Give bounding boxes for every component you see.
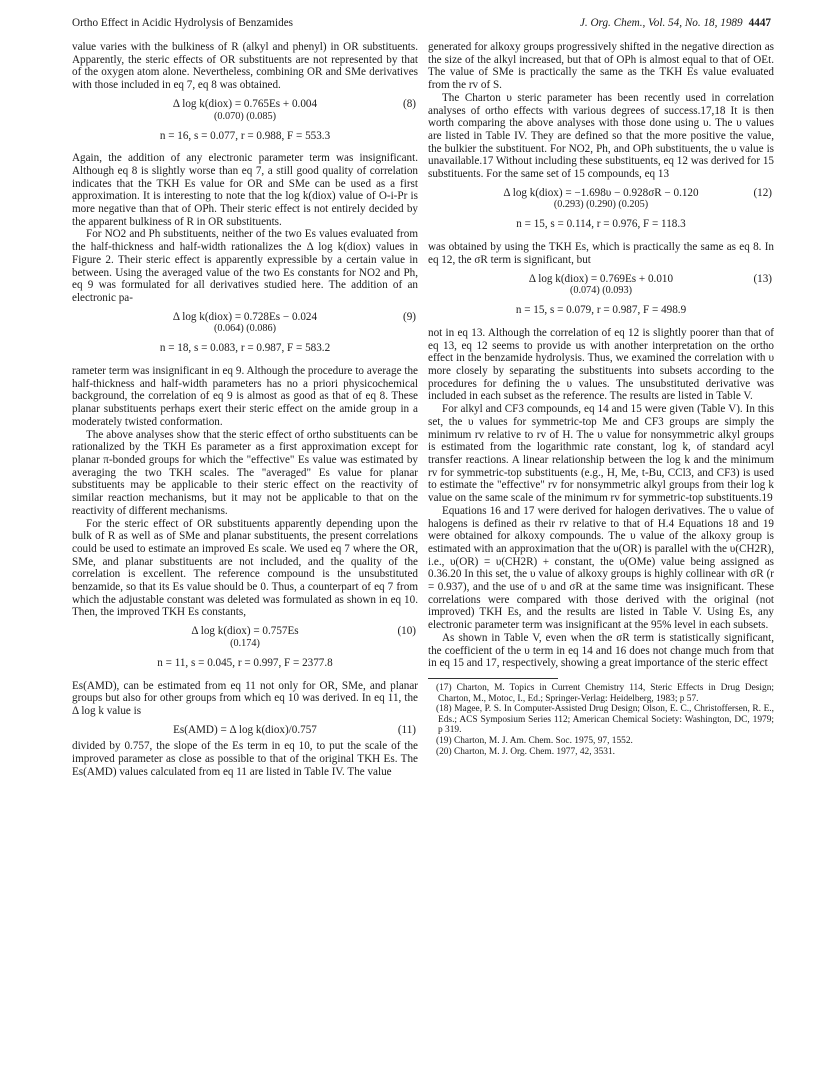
- equation-number: (13): [753, 272, 772, 285]
- regression-statistics: n = 11, s = 0.045, r = 0.997, F = 2377.8: [157, 656, 333, 669]
- footnote: (20) Charton, M. J. Org. Chem. 1977, 42, 3531.: [436, 746, 615, 757]
- paragraph: The Charton υ steric parameter has been recently used in correlation analyses of ortho effects with various degrees of success.17,18 It is then worth comparing the above analyses with those done using υ. The υ values are listed in Table IV. They are defined so that the more positive the value, the bulkier the substituent. For NO2, Ph, and OPh substituents, the υ value is unavailable.17 Without including these substituents, eq 12 was derived for 15 substituents. For the same set of 15 compounds, eq 13: [428, 91, 774, 181]
- regression-statistics: n = 15, s = 0.114, r = 0.976, F = 118.3: [516, 218, 686, 231]
- footnote-divider: [428, 678, 558, 679]
- equation-10: [72, 625, 418, 649]
- journal-name: J. Org. Chem., Vol. 54, No. 18, 1989: [579, 17, 743, 29]
- equation-12: [428, 187, 774, 211]
- equation-standard-errors: (0.064) (0.086): [214, 323, 276, 335]
- running-title: Ortho Effect in Acidic Hydrolysis of Benzamides: [72, 17, 294, 29]
- paragraph: For alkyl and CF3 compounds, eq 14 and 15 were given (Table V). In this set, the υ values for symmetric-top Me and CF3 groups are simply the minimum rv relative to rv of H. The υ value for nonsymmetric alkyl groups is estimated from the logarithmic rate constant, log k, of standard acyl transfer reactions. A linear relationship between the log k and the minimum rv for symmetric-top substituents (e.g., H, Me, t-Bu, CCl3, and CF3) is used to estimate the "effective" rv for nonsymmetric alkyl groups from their log k value on the same scale of the minimum rv for symmetric-top substituents.19: [428, 403, 774, 505]
- paragraph: generated for alkoxy groups progressively shifted in the negative direction as the size of the alkyl increased, but that of OPh is almost equal to that of OEt. The value of SMe is practically the same as the TKH Es value evaluated from the rv of S.: [428, 41, 774, 92]
- equation-number: (8): [403, 97, 416, 110]
- equation-standard-errors: (0.070) (0.085): [214, 110, 276, 122]
- equation-number: (11): [397, 723, 416, 736]
- equation-number: (10): [397, 625, 416, 638]
- equation-standard-errors: (0.074) (0.093): [570, 285, 632, 297]
- equation-8: [72, 98, 418, 122]
- equation-expression: Δ log k(diox) = 0.765Es + 0.004: [172, 97, 318, 110]
- regression-statistics: n = 16, s = 0.077, r = 0.988, F = 553.3: [159, 129, 331, 142]
- paragraph: For the steric effect of OR substituents apparently depending upon the bulk of R as well as of SMe and planar substituents, the present correlations could be used to estimate an improved Es scale. We used eq 7 where the OR, SMe, and planar substituents are not included, and the quality of the correlation is excellent. The reference compound is the unsubstituted benzamide, so that its Es value should be 0. Thus, a counterpart of eq 7 from which the adjustable constant was deleted was formulated as shown in eq 10. Then, the improved TKH Es constants,: [72, 517, 418, 619]
- paragraph: Es(AMD), can be estimated from eq 11 not only for OR, SMe, and planar groups but also for other groups from which eq 10 was derived. In eq 11, the Δ log k value is: [72, 679, 418, 717]
- equation-11: [72, 724, 418, 737]
- paragraph: rameter term was insignificant in eq 9. Although the procedure to average the half-thickness and half-width parameters has no a priori physicochemical background, the correlation of eq 9 is almost as good as that of eq 8. These planar substituents perhaps exert their steric effect on the amide group in a moderately twisted conformation.: [72, 365, 418, 428]
- equation-expression: Δ log k(diox) = 0.769Es + 0.010: [528, 272, 674, 285]
- paragraph: was obtained by using the TKH Es, which is practically the same as eq 8. In eq 12, the σR term is significant, but: [428, 241, 774, 266]
- paragraph: As shown in Table V, even when the σR term is statistically significant, the coefficient of the υ term in eq 14 and 16 does not change much from that in eq 15 and 17, respectively, showing a great importance of the steric effect: [428, 631, 774, 670]
- regression-statistics: n = 18, s = 0.083, r = 0.987, F = 583.2: [159, 342, 331, 355]
- paragraph: divided by 0.757, the slope of the Es term in eq 10, to put the scale of the improved parameter as close as possible to that of the original TKH Es. The Es(AMD) values calculated from eq 11 are listed in Table IV. The value: [72, 740, 418, 778]
- paragraph: Equations 16 and 17 were derived for halogen derivatives. The υ value of halogens is defined as their rv relative to that of H.4 Equations 18 and 19 were obtained for alkoxy compounds. The υ value of the alkoxy group is estimated with an approximation that the υ(OR) is parallel with the υ(CH2R), i.e., υ(OR) = υ(CH2R) + constant, the υ(OMe) value being assigned as 0.36.20 In this set, the υ value of alkoxy groups is highly collinear with σR (r = 0.937), and the use of υ and σR at the same time was insignificant. These correlations were compared with those derived with the original (not improved) TKH Es, and the results are listed in Table V. Using Es, any electronic parameter term was insignificant at the 95% level in each subsets.: [428, 504, 774, 632]
- equation-13: [428, 273, 774, 297]
- paragraph: value varies with the bulkiness of R (alkyl and phenyl) in OR substituents. Apparently, the steric effects of OR substituents are not represented by that of the oxygen atom alone. Nevertheless, combining OR and SMe derivatives with those included in eq 7, eq 8 was obtained.: [72, 41, 418, 92]
- paragraph: The above analyses show that the steric effect of ortho substituents can be rationalized by the TKH Es parameter as a first approximation except for planar π-bonded groups for which the "effective" Es value was estimated by averaging the two TKH scales. The "averaged" Es value for planar substituents may be applicable to their steric effect on the reactivity of similar reaction mechanisms, but it may not be applicable to that on the reactivity of different mechanisms.: [72, 428, 418, 517]
- footnote: (19) Charton, M. J. Am. Chem. Soc. 1975, 97, 1552.: [436, 735, 633, 746]
- page-number: 4447: [748, 17, 771, 29]
- equation-expression: Es(AMD) = Δ log k(diox)/0.757: [173, 723, 317, 736]
- left-column: [72, 41, 418, 778]
- regression-statistics: n = 15, s = 0.079, r = 0.987, F = 498.9: [515, 304, 687, 317]
- paragraph: not in eq 13. Although the correlation of eq 12 is slightly poorer than that of eq 13, eq 12 seems to provide us with another interpretation on the ortho effect in the benzamide hydrolysis. Thus, we examined the correlation with υ more closely by separating the substituents into subsets according to the procedures for defining the υ values. The unsubstituted derivative was included in each subset as the reference. The results are listed in Table V.: [428, 326, 774, 403]
- footnotes: [428, 683, 774, 757]
- equation-number: (9): [403, 310, 416, 323]
- paragraph: Again, the addition of any electronic parameter term was insignificant. Although eq 8 is slightly worse than eq 7, a still good quality of correlation indicates that the TKH Es value for OR and SMe can be used as a first approximation. It is interesting to note that the log k(diox) value of O-i-Pr is more negative than that of OPh. Their steric effect is not entirely decided by the apparent bulkiness of R in OR substituents.: [72, 152, 418, 228]
- equation-expression: Δ log k(diox) = 0.728Es − 0.024: [172, 310, 318, 323]
- running-header: [72, 17, 771, 33]
- right-column: [428, 41, 774, 757]
- footnote: (18) Magee, P. S. In Computer-Assisted Drug Design; Olson, E. C., Christoffersen, R. E., Eds.; ACS Symposium Series 112; American Chemical Society: Washington, DC, 1979; p 319.: [436, 704, 774, 736]
- equation-number: (12): [753, 186, 772, 199]
- equation-standard-errors: (0.293) (0.290) (0.205): [553, 199, 649, 211]
- equation-standard-errors: (0.174): [230, 637, 260, 649]
- equation-9: [72, 311, 418, 335]
- footnote: (17) Charton, M. Topics in Current Chemistry 114, Steric Effects in Drug Design; Charton, M., Motoc, I., Ed.; Springer-Verlag: Heidelberg, 1983; p 57.: [436, 682, 774, 704]
- equation-expression: Δ log k(diox) = 0.757Es: [191, 625, 299, 638]
- equation-expression: Δ log k(diox) = −1.698υ − 0.928σR − 0.120: [503, 186, 699, 199]
- paragraph: For NO2 and Ph substituents, neither of the two Es values evaluated from the half-thickness and half-width rationalizes the Δ log k(diox) values in Figure 2. Their steric effect is apparently expressible by a certain value in between. Using the averaged value of the two Es constants for NO2 and Ph, eq 9 was formulated for all derivatives studied here. The addition of an electronic pa-: [72, 228, 418, 304]
- journal-citation: [580, 17, 771, 29]
